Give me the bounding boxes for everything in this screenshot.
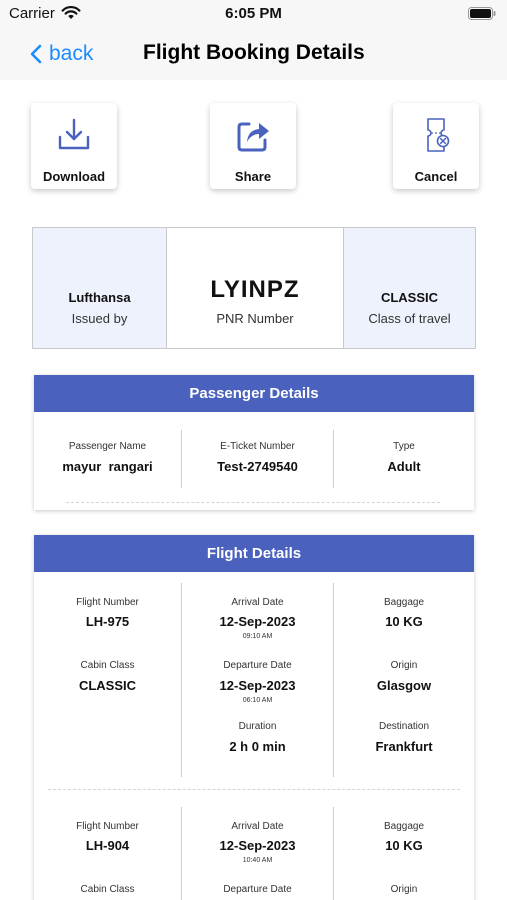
share-icon: [235, 117, 271, 153]
arrival-time-value: 09:10 AM: [242, 633, 273, 640]
origin-value: Glasgow: [376, 678, 432, 693]
cancel-ticket-icon: [418, 117, 454, 153]
departure-date-value: 12-Sep-2023: [219, 678, 296, 693]
departure-time-value: 06:10 AM: [242, 697, 273, 704]
pnr-summary: [32, 227, 476, 349]
destination-label: Destination: [378, 721, 430, 732]
origin-label: Origin: [390, 884, 418, 895]
cabin-class-label: Cabin Class: [80, 660, 135, 671]
passenger-details-card: [34, 375, 474, 510]
baggage-value: 10 KG: [385, 838, 423, 853]
pnr-label: PNR Number: [216, 311, 294, 326]
flight-number-label: Flight Number: [76, 597, 139, 608]
divider: [48, 789, 460, 790]
segment-col-2: [181, 807, 334, 900]
arrival-date-label: Arrival Date: [231, 597, 284, 608]
flight-segment: [34, 583, 474, 777]
pnr-cell: [166, 228, 344, 348]
arrival-date-label: Arrival Date: [231, 821, 284, 832]
flight-number-label: Flight Number: [76, 821, 139, 832]
download-icon: [56, 117, 92, 153]
status-bar: [0, 0, 507, 28]
arrival-time-value: 10:40 AM: [242, 857, 273, 864]
class-label: Class of travel: [368, 311, 451, 326]
download-button[interactable]: [31, 103, 117, 189]
ticket-number-label: E-Ticket Number: [220, 441, 295, 452]
battery-icon: [468, 7, 496, 20]
cancel-label: Cancel: [414, 169, 458, 184]
flight-number-value: LH-904: [85, 838, 130, 853]
segment-col-2: [181, 583, 334, 777]
class-cell: [344, 228, 475, 348]
segment-col-1: [34, 583, 181, 777]
airline-cell: [33, 228, 166, 348]
baggage-value: 10 KG: [385, 614, 423, 629]
passenger-type-label: Type: [393, 441, 415, 452]
flight-details-header: Flight Details: [34, 535, 474, 572]
duration-label: Duration: [238, 721, 277, 732]
cabin-class-value: CLASSIC: [78, 678, 137, 693]
origin-label: Origin: [390, 660, 418, 671]
flight-segment: [34, 807, 474, 900]
passenger-row: [34, 430, 474, 488]
page-title: Flight Booking Details: [143, 41, 365, 64]
airline-label: Issued by: [71, 311, 128, 326]
share-label: Share: [234, 169, 272, 184]
download-label: Download: [42, 169, 106, 184]
arrival-date-value: 12-Sep-2023: [219, 614, 296, 629]
departure-date-label: Departure Date: [223, 884, 292, 895]
duration-value: 2 h 0 min: [229, 739, 286, 754]
arrival-date-value: 12-Sep-2023: [219, 838, 296, 853]
passenger-name-cell: [34, 430, 181, 488]
cancel-button[interactable]: [393, 103, 479, 189]
ticket-number-cell: [181, 430, 334, 488]
passenger-name-value: mayur rangari: [62, 459, 153, 474]
passenger-name-label: Passenger Name: [68, 441, 147, 452]
cabin-class-label: Cabin Class: [80, 884, 135, 895]
passenger-details-header: Passenger Details: [34, 375, 474, 412]
back-label: back: [49, 42, 94, 65]
departure-date-label: Departure Date: [223, 660, 292, 671]
ticket-number-value: Test-2749540: [217, 459, 298, 474]
share-button[interactable]: [210, 103, 296, 189]
class-value: CLASSIC: [380, 290, 439, 305]
segment-col-1: [34, 807, 181, 900]
nav-bar: [0, 28, 507, 80]
baggage-label: Baggage: [383, 821, 425, 832]
back-button[interactable]: [30, 39, 93, 69]
chevron-left-icon: [30, 44, 42, 64]
segment-col-3: [334, 807, 474, 900]
passenger-type-value: Adult: [387, 459, 421, 474]
pnr-number: LYINPZ: [210, 276, 300, 303]
flight-details-card: [34, 535, 474, 900]
airline-value: Lufthansa: [68, 290, 131, 305]
flight-number-value: LH-975: [85, 614, 130, 629]
baggage-label: Baggage: [383, 597, 425, 608]
carrier-label: Carrier: [9, 5, 55, 22]
divider: [66, 502, 440, 503]
destination-value: Frankfurt: [375, 739, 433, 754]
passenger-type-cell: [334, 430, 474, 488]
status-time: 6:05 PM: [225, 5, 282, 22]
segment-col-3: [334, 583, 474, 777]
